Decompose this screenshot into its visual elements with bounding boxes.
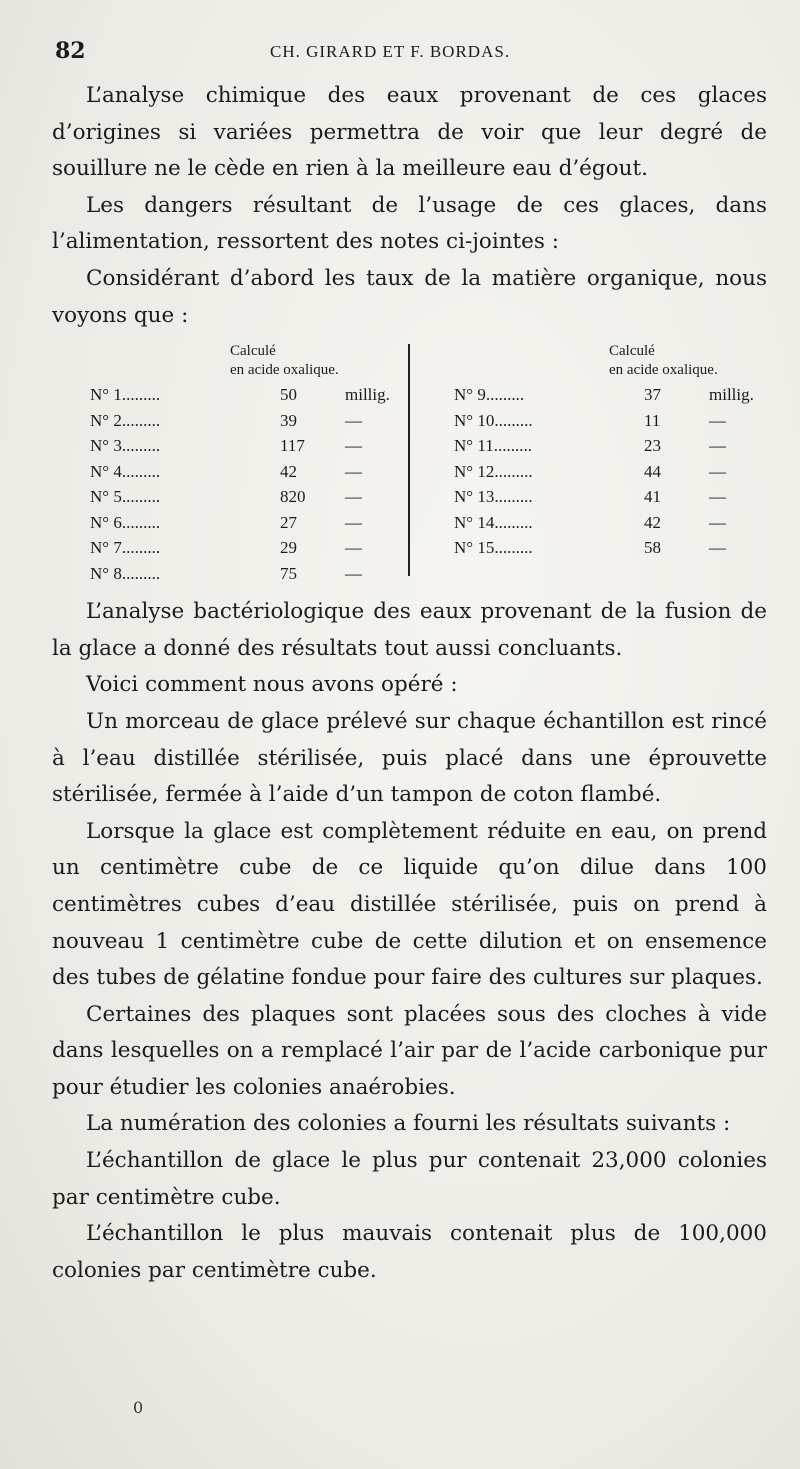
column-heading — [609, 342, 769, 380]
organic-matter-table — [52, 336, 767, 588]
column-heading-line2: en acide oxalique. — [230, 362, 339, 379]
table-row — [90, 561, 400, 587]
sample-value: 58 — [644, 538, 661, 558]
table-row — [90, 408, 400, 434]
sample-unit: — — [709, 538, 726, 558]
signature-mark: 0 — [133, 1398, 144, 1417]
paragraph: L’analyse chimique des eaux provenant de ces glaces d’origines si variées permettra de voir que leur degré de souillure ne le cède en rien à la meilleure eau d’égout. — [52, 83, 767, 182]
table-row — [90, 535, 400, 561]
sample-label: N° 5......... — [90, 487, 161, 507]
sample-value: 75 — [280, 563, 297, 583]
sample-label: N° 15......... — [454, 538, 533, 558]
sample-unit: — — [709, 512, 726, 532]
sample-unit: — — [709, 461, 726, 481]
sample-unit: — — [345, 487, 362, 507]
sample-label: N° 13......... — [454, 487, 533, 507]
page-body — [52, 78, 767, 1289]
running-head: CH. GIRARD ET F. BORDAS. — [270, 42, 511, 61]
table-row — [90, 382, 400, 408]
table-row — [90, 510, 400, 536]
paragraph: La numération des colonies a fourni les résultats suivants : — [86, 1111, 731, 1137]
sample-label: N° 10......... — [454, 410, 533, 430]
sample-unit: — — [345, 436, 362, 456]
sample-unit: — — [345, 512, 362, 532]
sample-value: 44 — [644, 461, 661, 481]
sample-value: 41 — [644, 487, 661, 507]
paragraph: L’analyse bactériologique des eaux provenant de la fusion de la glace a donné des résultats tout aussi concluants. — [52, 599, 767, 661]
sample-unit: — — [345, 538, 362, 558]
sample-unit: millig. — [345, 385, 390, 405]
sample-label: N° 7......... — [90, 538, 161, 558]
table-row — [454, 408, 764, 434]
sample-value: 50 — [280, 385, 297, 405]
sample-label: N° 12......... — [454, 461, 533, 481]
paragraph: Un morceau de glace prélevé sur chaque échantillon est rincé à l’eau distillée stérilisée, puis placé dans une éprouvette stérilisée, fermée à l’aide d’un tampon de coton flambé. — [52, 708, 767, 808]
sample-value: 42 — [280, 461, 297, 481]
sample-value: 29 — [280, 538, 297, 558]
sample-value: 11 — [644, 410, 661, 430]
sample-value: 820 — [280, 487, 306, 507]
column-heading-line1: Calculé — [609, 343, 655, 360]
sample-label: N° 4......... — [90, 461, 161, 481]
table-row — [454, 433, 764, 459]
sample-value: 39 — [280, 410, 297, 430]
sample-label: N° 3......... — [90, 436, 161, 456]
paragraph: Considérant d’abord les taux de la matière organique, nous voyons que : — [52, 265, 767, 328]
table-row — [90, 459, 400, 485]
sample-label: N° 11......... — [454, 436, 532, 456]
paragraph: Lorsque la glace est complètement réduite en eau, on prend un centimètre cube de ce liquide qu’on dilue dans 100 centimètres cubes d’eau distillée stérilisée, puis on prend à nouveau 1 centimètre cube de cette dilution et on ensemence des tubes de gélatine fondue pour faire des cultures sur plaques. — [52, 818, 767, 991]
sample-unit: — — [345, 410, 362, 430]
sample-unit: — — [709, 487, 726, 507]
paragraph: Voici comment nous avons opéré : — [86, 672, 458, 698]
sample-unit: — — [345, 461, 362, 481]
sample-value: 27 — [280, 512, 297, 532]
column-heading-line2: en acide oxalique. — [609, 362, 718, 379]
column-heading — [230, 342, 390, 380]
sample-unit: millig. — [709, 385, 754, 405]
sample-label: N° 2......... — [90, 410, 161, 430]
table-row — [454, 510, 764, 536]
page-header — [55, 38, 760, 68]
paragraph: L’échantillon le plus mauvais contenait plus de 100,000 colonies par centimètre cube. — [52, 1221, 767, 1283]
table-row — [454, 535, 764, 561]
column-divider — [408, 344, 410, 576]
table-row — [454, 382, 764, 408]
column-heading-line1: Calculé — [230, 343, 276, 360]
sample-unit: — — [709, 410, 726, 430]
table-row — [90, 484, 400, 510]
sample-unit: — — [709, 436, 726, 456]
sample-value: 42 — [644, 512, 661, 532]
sample-label: N° 9......... — [454, 385, 525, 405]
sample-value: 23 — [644, 436, 661, 456]
paragraph: Les dangers résultant de l’usage de ces glaces, dans l’alimentation, ressortent des notes ci-jointes : — [52, 192, 767, 255]
paragraph: Certaines des plaques sont placées sous des cloches à vide dans lesquelles on a remplacé l’air par de l’acide carbonique pur pour étudier les colonies anaérobies. — [52, 1001, 767, 1100]
table-row — [454, 459, 764, 485]
sample-value: 37 — [644, 385, 661, 405]
table-row — [90, 433, 400, 459]
sample-label: N° 1......... — [90, 385, 161, 405]
page-number: 82 — [55, 38, 86, 64]
sample-unit: — — [345, 563, 362, 583]
sample-value: 117 — [280, 436, 305, 456]
paragraph: L’échantillon de glace le plus pur contenait 23,000 colonies par centimètre cube. — [52, 1148, 767, 1210]
sample-label: N° 8......... — [90, 563, 161, 583]
sample-label: N° 6......... — [90, 512, 161, 532]
sample-label: N° 14......... — [454, 512, 533, 532]
table-row — [454, 484, 764, 510]
